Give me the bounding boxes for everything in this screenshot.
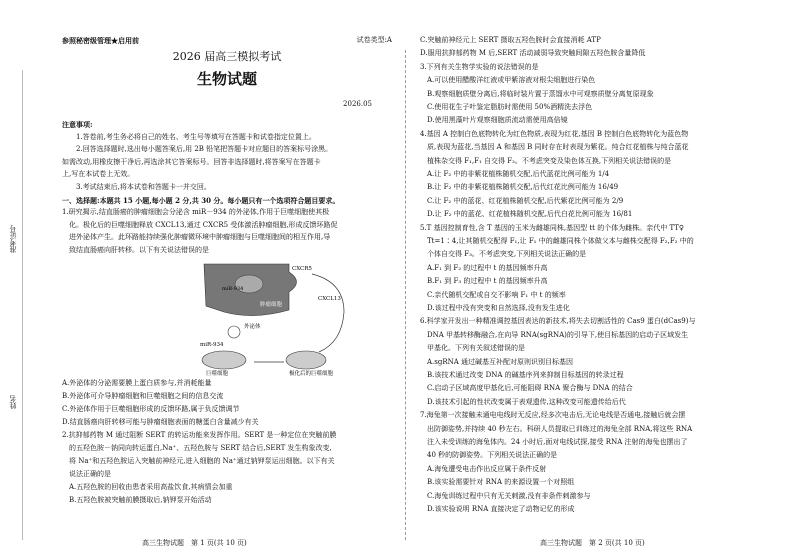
left-line: 3.考试结束后,将本试卷和答题卡一并交回。 — [62, 183, 211, 191]
binding-line — [22, 70, 23, 540]
feedback-arrow — [312, 274, 344, 352]
left-line: 化。极化后的巨噬细胞释放 CXCL13,通过 CXCR5 受体激活肿瘤细胞,形成反馈环路促 — [62, 220, 338, 229]
right-line: Tt=1∶4,让其随机交配得 F₁,让 F₁ 中的雌雄同株个体做父本与雌株交配得 F₂,F₂ 中的 — [420, 237, 694, 245]
mir-label: miR-934 — [200, 342, 224, 348]
right-line: 40 秒的防御姿势。下列相关说法正确的是 — [420, 451, 558, 460]
right-line: 注入未受训练的海兔体内。24 小时后,面对电线试探,接受 RNA 注射的海兔也摆出了 — [420, 438, 688, 446]
q1-option: B.外泌体可介导肿瘤细胞和巨噬细胞之间的信息交流 — [62, 392, 224, 400]
q2-line: A.五羟色胺的回收由患者采用高盐饮食,其病情会加重 — [62, 483, 233, 491]
exosome-label: 外泌体 — [244, 324, 261, 330]
right-line: C.让 F₂ 中的蓝花、红花植株随机交配,后代紫花比例可能为 2/9 — [420, 196, 624, 205]
exam-date: 2026.05 — [343, 100, 372, 108]
right-line: B.让 F₂ 中的非紫花植株随机交配,后代红花比例可能为 16/49 — [420, 183, 619, 192]
side-id-label: 准考证号 — [9, 225, 17, 253]
left-line: 进外泌体产生。此环路能持续强化肿瘤微环境中肿瘤细胞与巨噬细胞间的相互作用,导 — [62, 233, 331, 242]
paper-type: 试卷类型:A — [356, 36, 392, 44]
right-line: 3.下列有关生物学实验的说法错误的是 — [420, 62, 539, 71]
mir-label-top: miR-934 — [222, 286, 244, 292]
q2-line: 说法正确的是 — [62, 470, 111, 478]
right-line: B.该技术通过改变 DNA 的碱基序列来抑制目标基因的转录过程 — [420, 371, 624, 379]
left-line: 1.答卷前,考生务必将自己的姓名、考生号等填写在答题卡和试卷指定位置上。 — [62, 132, 316, 141]
right-line: A.可以使用醋酸洋红液或甲紫溶液对根尖细胞进行染色 — [420, 76, 596, 85]
q1-option: D.结直肠癌向肝转移可能与肿瘤细胞表面的糖蛋白含量减少有关 — [62, 418, 259, 426]
figure-diagram — [194, 262, 364, 377]
right-line: C.亲代随机交配或自交不影响 F₁ 中 t 的频率 — [420, 290, 566, 299]
macrophage-shape — [202, 351, 246, 369]
right-line: B.观察细胞质壁分离后,将临时装片置于蒸馏水中可观察质壁分离复原现象 — [420, 89, 654, 98]
right-line: 出防御姿势,并持续 40 秒左右。科研人员提取已训练过的海兔全部 RNA,将这些 RNA — [420, 424, 693, 433]
q2-line: 将 Na⁺和五羟色胺运入突触前神经元,进入细胞的 Na⁺通过钠钾泵运出细胞。以下有关 — [62, 457, 335, 465]
side-name-label: 姓名 — [9, 395, 17, 409]
left-line: 如需改动,用橡皮擦干净后,再选涂其它答案标号。回答非选择题时,将答案写在答题卡 — [62, 157, 321, 166]
macrophage-label: 巨噬细胞 — [206, 371, 229, 377]
left-line: 注意事项: — [62, 120, 93, 129]
cxcr5-label: CXCR5 — [292, 266, 312, 272]
q2-line: B.五羟色胺被突触前膜摄取后,钠钾泵开始活动 — [62, 496, 212, 504]
right-line: 5.T 基因控制育性,含 T 基因的玉米为雌雄同株,基因型 tt 的个体为雌株。亲代中 TT♀ — [420, 223, 685, 232]
page-divider — [405, 50, 406, 540]
right-line: 质,表现为蓝花,当基因 A 和基因 B 同时存在时表现为紫花。纯合红花植株与纯合蓝花 — [420, 143, 689, 152]
footer-left: 高三生物试题 第 1 页(共 10 页) — [142, 539, 247, 547]
right-line: D.该实验说明 RNA 直接决定了动物记忆的形成 — [420, 505, 575, 513]
right-line: 个体自交得 F₃。不考虑突变,下列相关说法正确的是 — [420, 250, 587, 259]
right-line: 6.科学家开发出一种精准调控基因表达的新技术,将失去切割活性的 Cas9 蛋白(dCas9)与 — [420, 317, 696, 326]
right-line: 甲基化。下列有关叙述错误的是 — [420, 344, 525, 353]
right-line: A.F₁ 到 F₂ 的过程中 t 的基因频率升高 — [420, 263, 548, 272]
right-line: D.该技术引起的性状改变属于表观遗传,这种改变可能遗传给后代 — [420, 397, 626, 406]
right-line: C.启动子区域高度甲基化后,可能阻碍 RNA 聚合酶与 DNA 的结合 — [420, 384, 633, 393]
right-line: C.海兔训练过程中只有无关刺激,没有非条件刺激参与 — [420, 491, 591, 500]
tumor-label: 肿瘤细胞 — [260, 302, 283, 308]
q2-line: 2.抗抑郁药物 M 通过阻断 SERT 的转运功能来发挥作用。SERT 是一种定位在突触前膜 — [62, 431, 337, 439]
right-line: 7.海兔第一次接触未通电电线时无反应,经多次电击后,无论电线是否通电,接触后就会摆 — [420, 411, 686, 420]
cxcl13-label: CXCL13 — [318, 296, 341, 302]
q2-line: 的五羟色胺－钠同向转运蛋白,Na⁺、五羟色胺与 SERT 结合后,SERT 发生构象改变, — [62, 444, 332, 452]
footer-right: 高三生物试题 第 2 页(共 10 页) — [540, 539, 645, 547]
right-line: D.使用黑藻叶片观察细胞质流动需使用高倍镜 — [420, 116, 568, 125]
left-line: 一、选择题:本题共 15 小题,每小题 2 分,共 30 分。每小题只有一个选项符合题目要求。 — [62, 195, 340, 205]
left-line: 2.回答选择题时,选出每小题答案后,用 2B 铅笔把答题卡对应题目的答案标号涂黑。 — [62, 145, 333, 154]
right-line: C.使用花生子叶鉴定脂肪时需使用 50%酒精洗去浮色 — [420, 103, 593, 111]
polarized-label: 极化后的巨噬细胞 — [289, 371, 334, 377]
left-page — [62, 0, 392, 558]
right-line: A.sgRNA 通过碱基互补配对原则识别目标基因 — [420, 357, 574, 366]
right-line: 4.基因 A 控制白色底物转化为红色物质,表现为红花,基因 B 控制白色底物转化为蓝色物 — [420, 129, 689, 138]
left-line: 1.研究揭示,结直肠癌的肿瘤细胞会分泌含 miR－934 的外泌体,作用于巨噬细胞使其极 — [62, 208, 330, 217]
secret-label: 参照秘密级管理★启用前 — [62, 36, 139, 45]
right-line: A.海兔遭受电击作出反应属于条件反射 — [420, 464, 547, 473]
right-line: 植株杂交得 F₁,F₁ 自交得 F₂。不考虑突变及染色体互换,下列相关说法错误的是 — [420, 156, 672, 165]
left-line: 上,写在本试卷上无效。 — [62, 170, 135, 179]
right-line: C.突触前神经元上 SERT 摄取五羟色胺时会直接消耗 ATP — [420, 36, 601, 44]
right-page — [420, 0, 782, 558]
right-line: B.该实验需要针对 RNA 的来源设置一个对照组 — [420, 478, 575, 487]
exam-title: 2026 届高三模拟考试 — [172, 50, 282, 63]
right-line: A.让 F₂ 中的非紫花植株随机交配,后代蓝花比例可能为 1/4 — [420, 170, 610, 178]
q1-option: C.外泌体作用于巨噬细胞形成的反馈环路,属于负反馈调节 — [62, 405, 240, 413]
right-line: DNA 甲基转移酶融合,在向导 RNA(sgRNA)的引导下,使目标基因的启动子区域发生 — [420, 330, 689, 339]
right-line: D.该过程中没有突变和自然选择,没有发生进化 — [420, 304, 570, 312]
right-line: B.F₁ 到 F₃ 的过程中 t 的基因频率升高 — [420, 277, 548, 286]
right-line: D.服用抗抑郁药物 M 后,SERT 活动减弱导致突触间隙五羟色胺含量降低 — [420, 49, 646, 58]
right-line: D.让 F₂ 中的蓝花、红花植株随机交配,后代白花比例可能为 16/81 — [420, 210, 633, 219]
q1-option: A.外泌体的分泌需要膜上蛋白质参与,并消耗能量 — [62, 379, 212, 387]
exosome-shape — [228, 326, 240, 338]
left-line: 致结直肠癌向肝转移。以下有关说法错误的是 — [62, 246, 209, 254]
subject-title: 生物试题 — [196, 70, 257, 88]
polarized-macrophage-shape — [286, 351, 326, 369]
